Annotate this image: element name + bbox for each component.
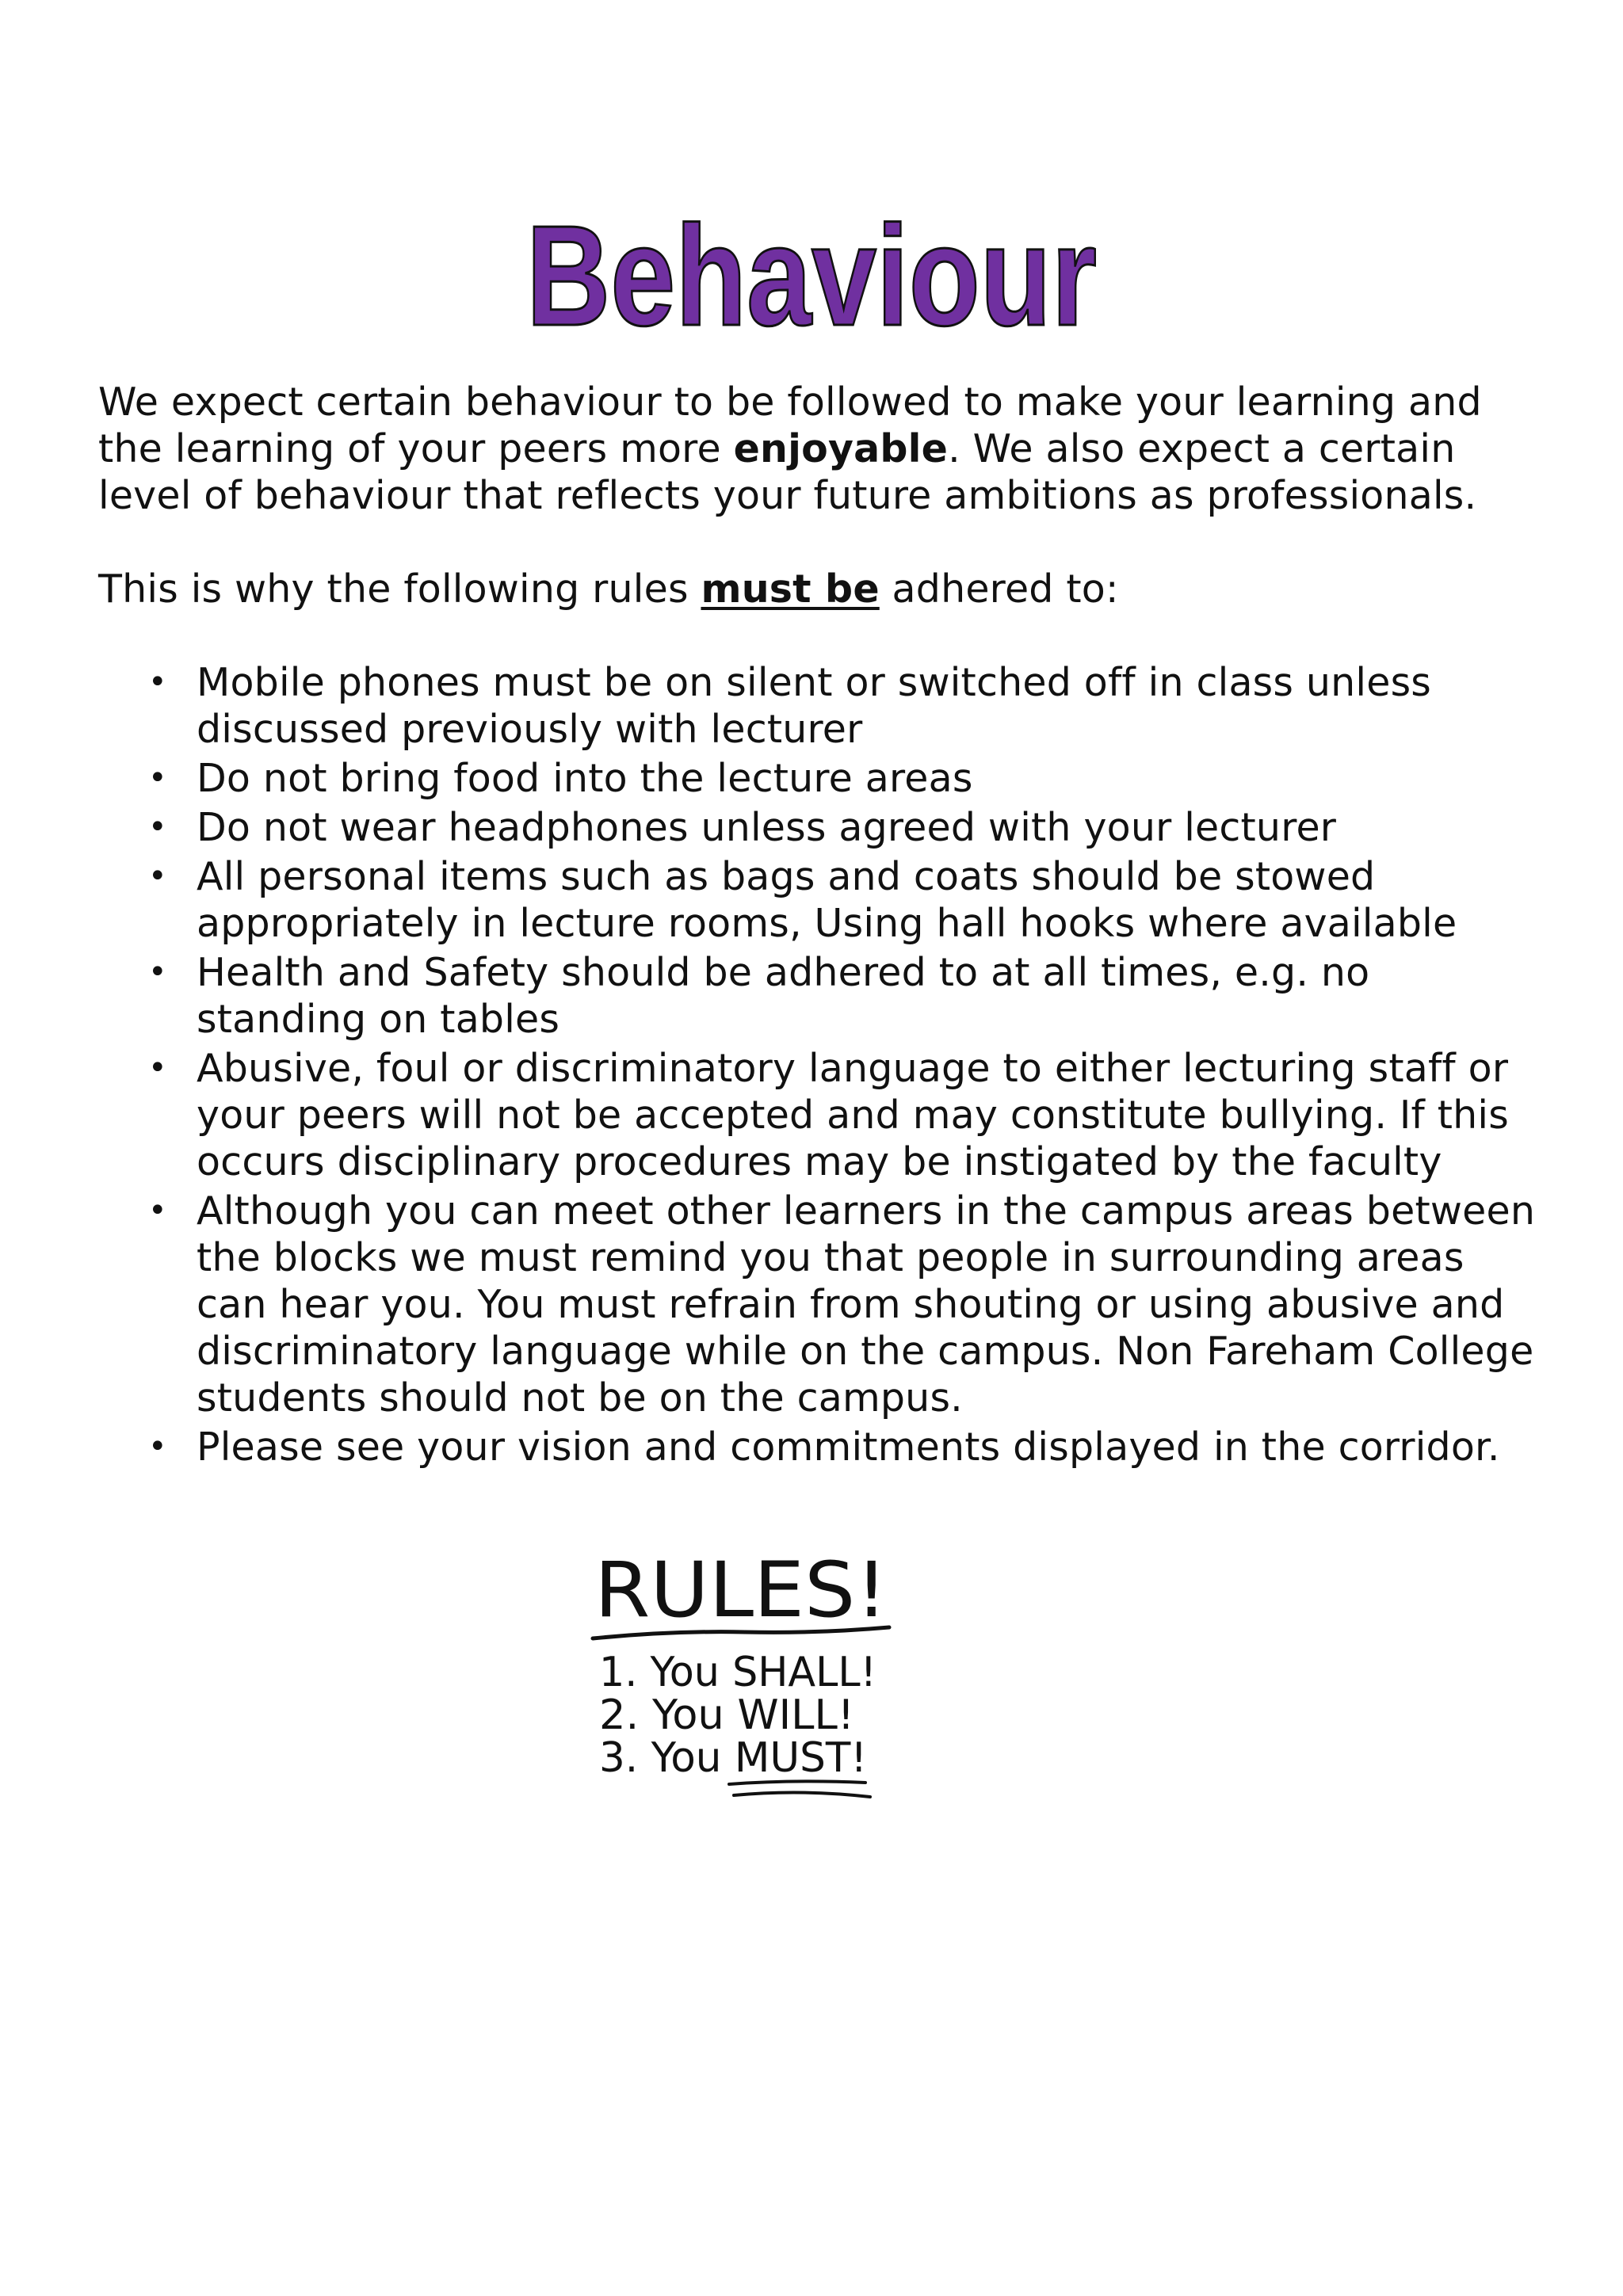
sketch-item-3: 3. You MUST! [599,1734,867,1782]
bullet-icon: • [148,858,167,894]
list-item [98,949,1541,1043]
rules-lead-paragraph [98,566,1541,612]
list-item [98,1424,1541,1470]
bullet-icon: • [148,1050,167,1086]
rule-text: Do not wear headphones unless agreed with your lecturer [197,805,1337,850]
bullet-icon: • [148,954,167,990]
sketch-item-2: 2. You WILL! [599,1691,854,1739]
bullet-icon: • [148,809,167,845]
list-item [98,755,1541,802]
list-item [98,1045,1541,1185]
list-item [98,659,1541,753]
rule-text: Abusive, foul or discriminatory language to either lecturing staff or your peers will not be accepted and may constitute bullying. If this occurs disciplinary procedures may be instigated by the faculty [197,1046,1509,1184]
rule-text: Although you can meet other learners in the campus areas between the blocks we must remind you that people in surrounding areas can hear you. You must refrain from shouting or using abusive and discriminatory language while on the campus. Non Fareham College students should not be on the campus. [197,1188,1536,1421]
list-item [98,853,1541,947]
rule-text: Mobile phones must be on silent or switched off in class unless discussed previously with lecturer [197,660,1432,752]
lead-text-end: adhered to: [879,566,1119,612]
intro-text-start: We expect certain behaviour to be followed to make your learning and the learning of your peers more [98,379,1482,471]
rule-text: Do not bring food into the lecture areas [197,756,973,801]
intro-paragraph [98,379,1541,519]
list-item [98,804,1541,851]
bullet-icon: • [148,1192,167,1229]
sketch-must-underline-1 [729,1781,865,1784]
page-title [0,178,1623,356]
list-item [98,1188,1541,1421]
rules-sketch-svg [579,1529,911,1814]
lead-emphasis: must be [701,566,880,612]
rule-text: Please see your vision and commitments displayed in the corridor. [197,1425,1500,1470]
bullet-icon: • [148,664,167,700]
lead-text-start: This is why the following rules [98,566,701,612]
intro-text-end: . We also expect a certain level of behaviour that reflects your future ambitions as professionals. [98,426,1477,518]
rule-text: All personal items such as bags and coats should be stowed appropriately in lecture rooms, Using hall hooks where available [197,854,1457,946]
title-wordart [510,178,1113,356]
title-text: Behaviour [526,196,1097,356]
bullet-icon: • [148,1428,167,1465]
document-body [98,379,1541,1473]
rule-text: Health and Safety should be adhered to at all times, e.g. no standing on tables [197,950,1370,1042]
sketch-item-1: 1. You SHALL! [599,1649,876,1696]
rules-sketch-image [579,1529,911,1814]
intro-bold-word: enjoyable [733,426,949,471]
sketch-heading: RULES! [594,1546,888,1634]
sketch-must-underline-2 [734,1792,870,1797]
rules-list [98,659,1541,1470]
bullet-icon: • [148,760,167,796]
